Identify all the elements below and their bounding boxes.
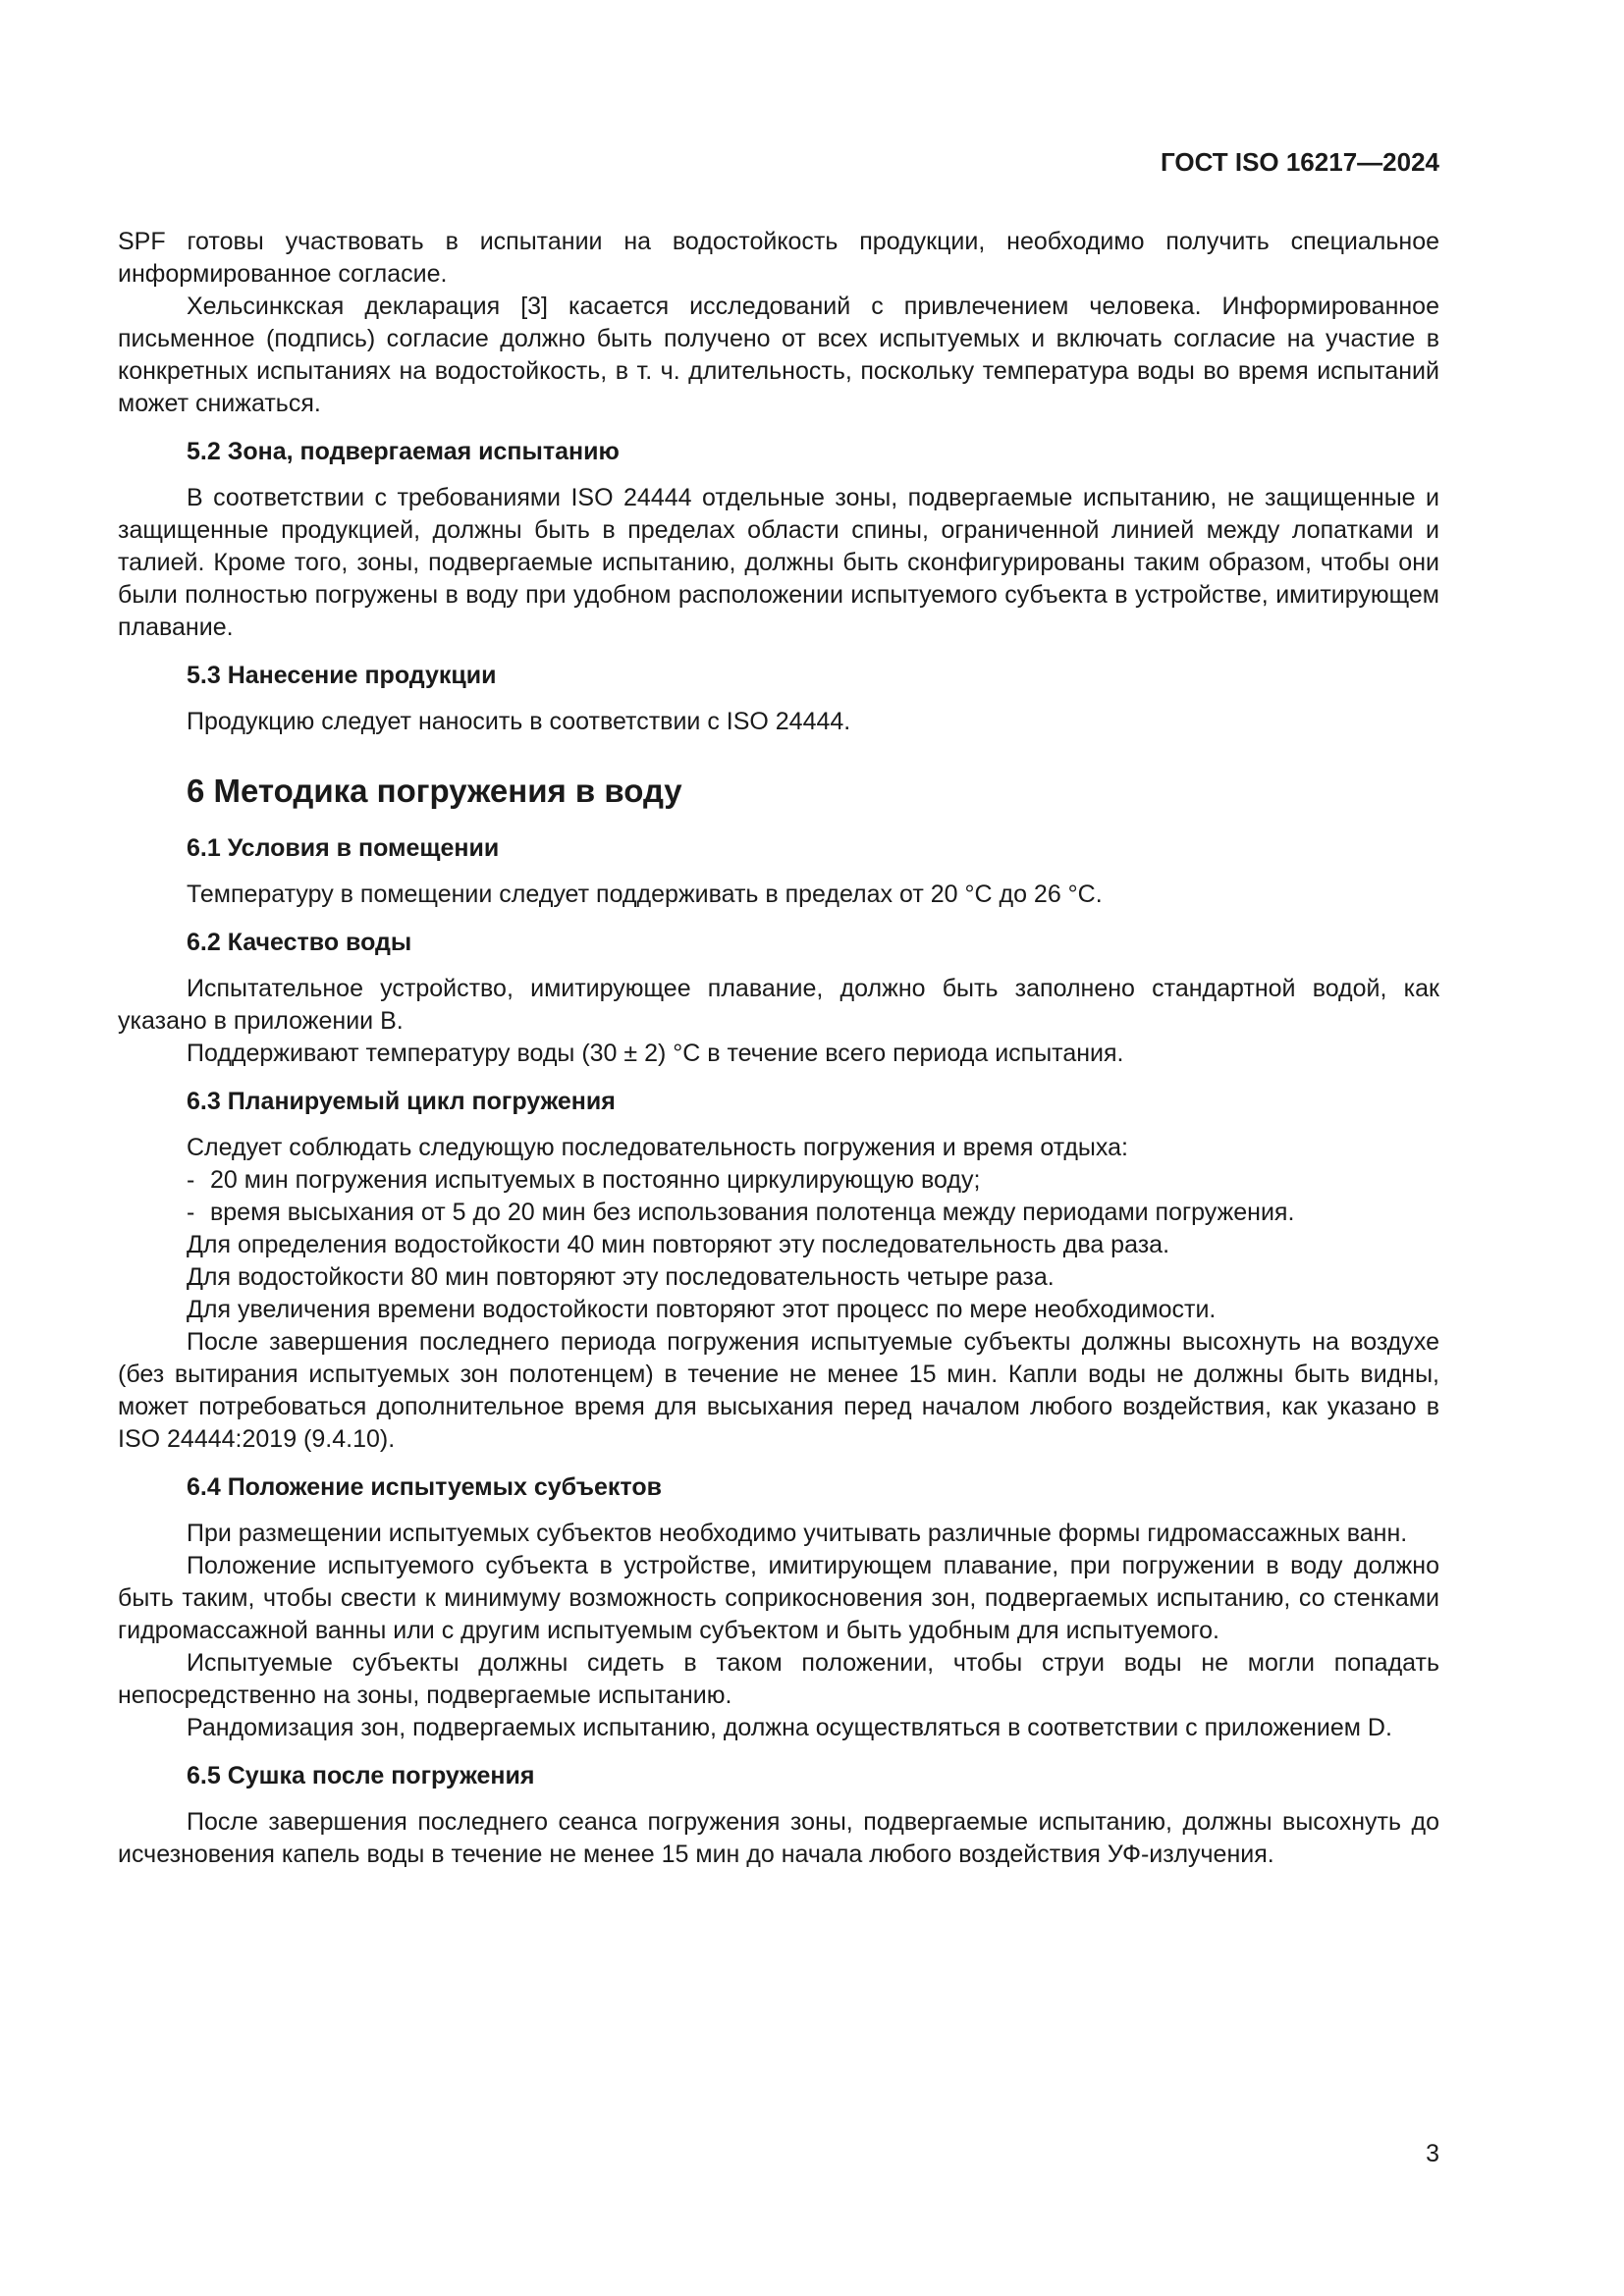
section-heading-6-4: 6.4 Положение испытуемых субъектов bbox=[187, 1473, 662, 1501]
paragraph: Следует соблюдать следующую последовательность погружения и время отдыха: bbox=[187, 1134, 1128, 1161]
paragraph: Для водостойкости 80 мин повторяют эту последовательность четыре раза. bbox=[187, 1263, 1055, 1291]
paragraph: После завершения последнего периода погружения испытуемые субъекты должны высохнуть на воздухе (без вытирания испытуемых зон полотенцем) в течение не менее 15 мин. Капли воды не должны быть видны, может потребоваться дополнительное время для высыхания перед началом любого воздействия, как указано в ISO 24444:2019 (9.4.10). bbox=[118, 1328, 1439, 1453]
chapter-heading-6: 6 Методика погружения в воду bbox=[187, 773, 682, 809]
paragraph: Продукцию следует наносить в соответствии с ISO 24444. bbox=[187, 708, 851, 735]
paragraph: Хельсинкская декларация [3] касается исследований с привлечением человека. Информированное письменное (подпись) согласие должно быть получено от всех испытуемых и включать согласие на участие в конкретных испытаниях на водостойкость, в т. ч. длительность, поскольку температура воды во время испытаний может снижаться. bbox=[118, 293, 1439, 417]
paragraph: Испытуемые субъекты должны сидеть в таком положении, чтобы струи воды не могли попадать непосредственно на зоны, подвергаемые испытанию. bbox=[118, 1649, 1439, 1709]
document-code-header: ГОСТ ISO 16217—2024 bbox=[1160, 147, 1439, 177]
section-heading-5-2: 5.2 Зона, подвергаемая испытанию bbox=[187, 438, 620, 465]
paragraph: Для увеличения времени водостойкости повторяют этот процесс по мере необходимости. bbox=[187, 1296, 1217, 1323]
paragraph: Положение испытуемого субъекта в устройстве, имитирующем плавание, при погружении в воду должно быть таким, чтобы свести к минимуму возможность соприкосновения зон, подвергаемых испытанию, со стенками гидромассажной ванны или с другим испытуемым субъектом и быть удобным для испытуемого. bbox=[118, 1552, 1439, 1644]
paragraph: После завершения последнего сеанса погружения зоны, подвергаемые испытанию, должны высохнуть до исчезновения капель воды в течение не менее 15 мин до начала любого воздействия УФ-излучения. bbox=[118, 1808, 1439, 1868]
list-dash: - bbox=[187, 1199, 195, 1226]
document-body bbox=[118, 226, 1439, 1871]
paragraph: При размещении испытуемых субъектов необходимо учитывать различные формы гидромассажных ванн. bbox=[187, 1520, 1408, 1547]
list-item-text: время высыхания от 5 до 20 мин без использования полотенца между периодами погружения. bbox=[210, 1199, 1295, 1226]
paragraph: Для определения водостойкости 40 мин повторяют эту последовательность два раза. bbox=[187, 1231, 1170, 1258]
paragraph: Рандомизация зон, подвергаемых испытанию, должна осуществляться в соответствии с приложением D. bbox=[187, 1714, 1392, 1741]
paragraph: SPF готовы участвовать в испытании на водостойкость продукции, необходимо получить специальное информированное согласие. bbox=[118, 228, 1439, 288]
list-dash: - bbox=[187, 1166, 195, 1194]
list-item bbox=[118, 1197, 1439, 1229]
list-item-text: 20 мин погружения испытуемых в постоянно циркулирующую воду; bbox=[210, 1166, 981, 1194]
section-heading-6-2: 6.2 Качество воды bbox=[187, 929, 412, 956]
section-heading-5-3: 5.3 Нанесение продукции bbox=[187, 662, 497, 689]
section-heading-6-1: 6.1 Условия в помещении bbox=[187, 834, 500, 862]
paragraph: В соответствии с требованиями ISO 24444 отдельные зоны, подвергаемые испытанию, не защищенные и защищенные продукцией, должны быть в пределах области спины, ограниченной линией между лопатками и талией. Кроме того, зоны, подвергаемые испытанию, должны быть сконфигурированы таким образом, чтобы они были полностью погружены в воду при удобном расположении испытуемого субъекта в устройстве, имитирующем плавание. bbox=[118, 484, 1439, 641]
list-item bbox=[118, 1164, 1439, 1197]
paragraph: Испытательное устройство, имитирующее плавание, должно быть заполнено стандартной водой, как указано в приложении В. bbox=[118, 975, 1439, 1035]
paragraph: Температуру в помещении следует поддерживать в пределах от 20 °С до 26 °С. bbox=[187, 881, 1103, 908]
paragraph: Поддерживают температуру воды (30 ± 2) °С в течение всего периода испытания. bbox=[187, 1040, 1124, 1067]
section-heading-6-3: 6.3 Планируемый цикл погружения bbox=[187, 1088, 616, 1115]
page-number: 3 bbox=[1426, 2140, 1439, 2167]
section-heading-6-5: 6.5 Сушка после погружения bbox=[187, 1762, 535, 1789]
